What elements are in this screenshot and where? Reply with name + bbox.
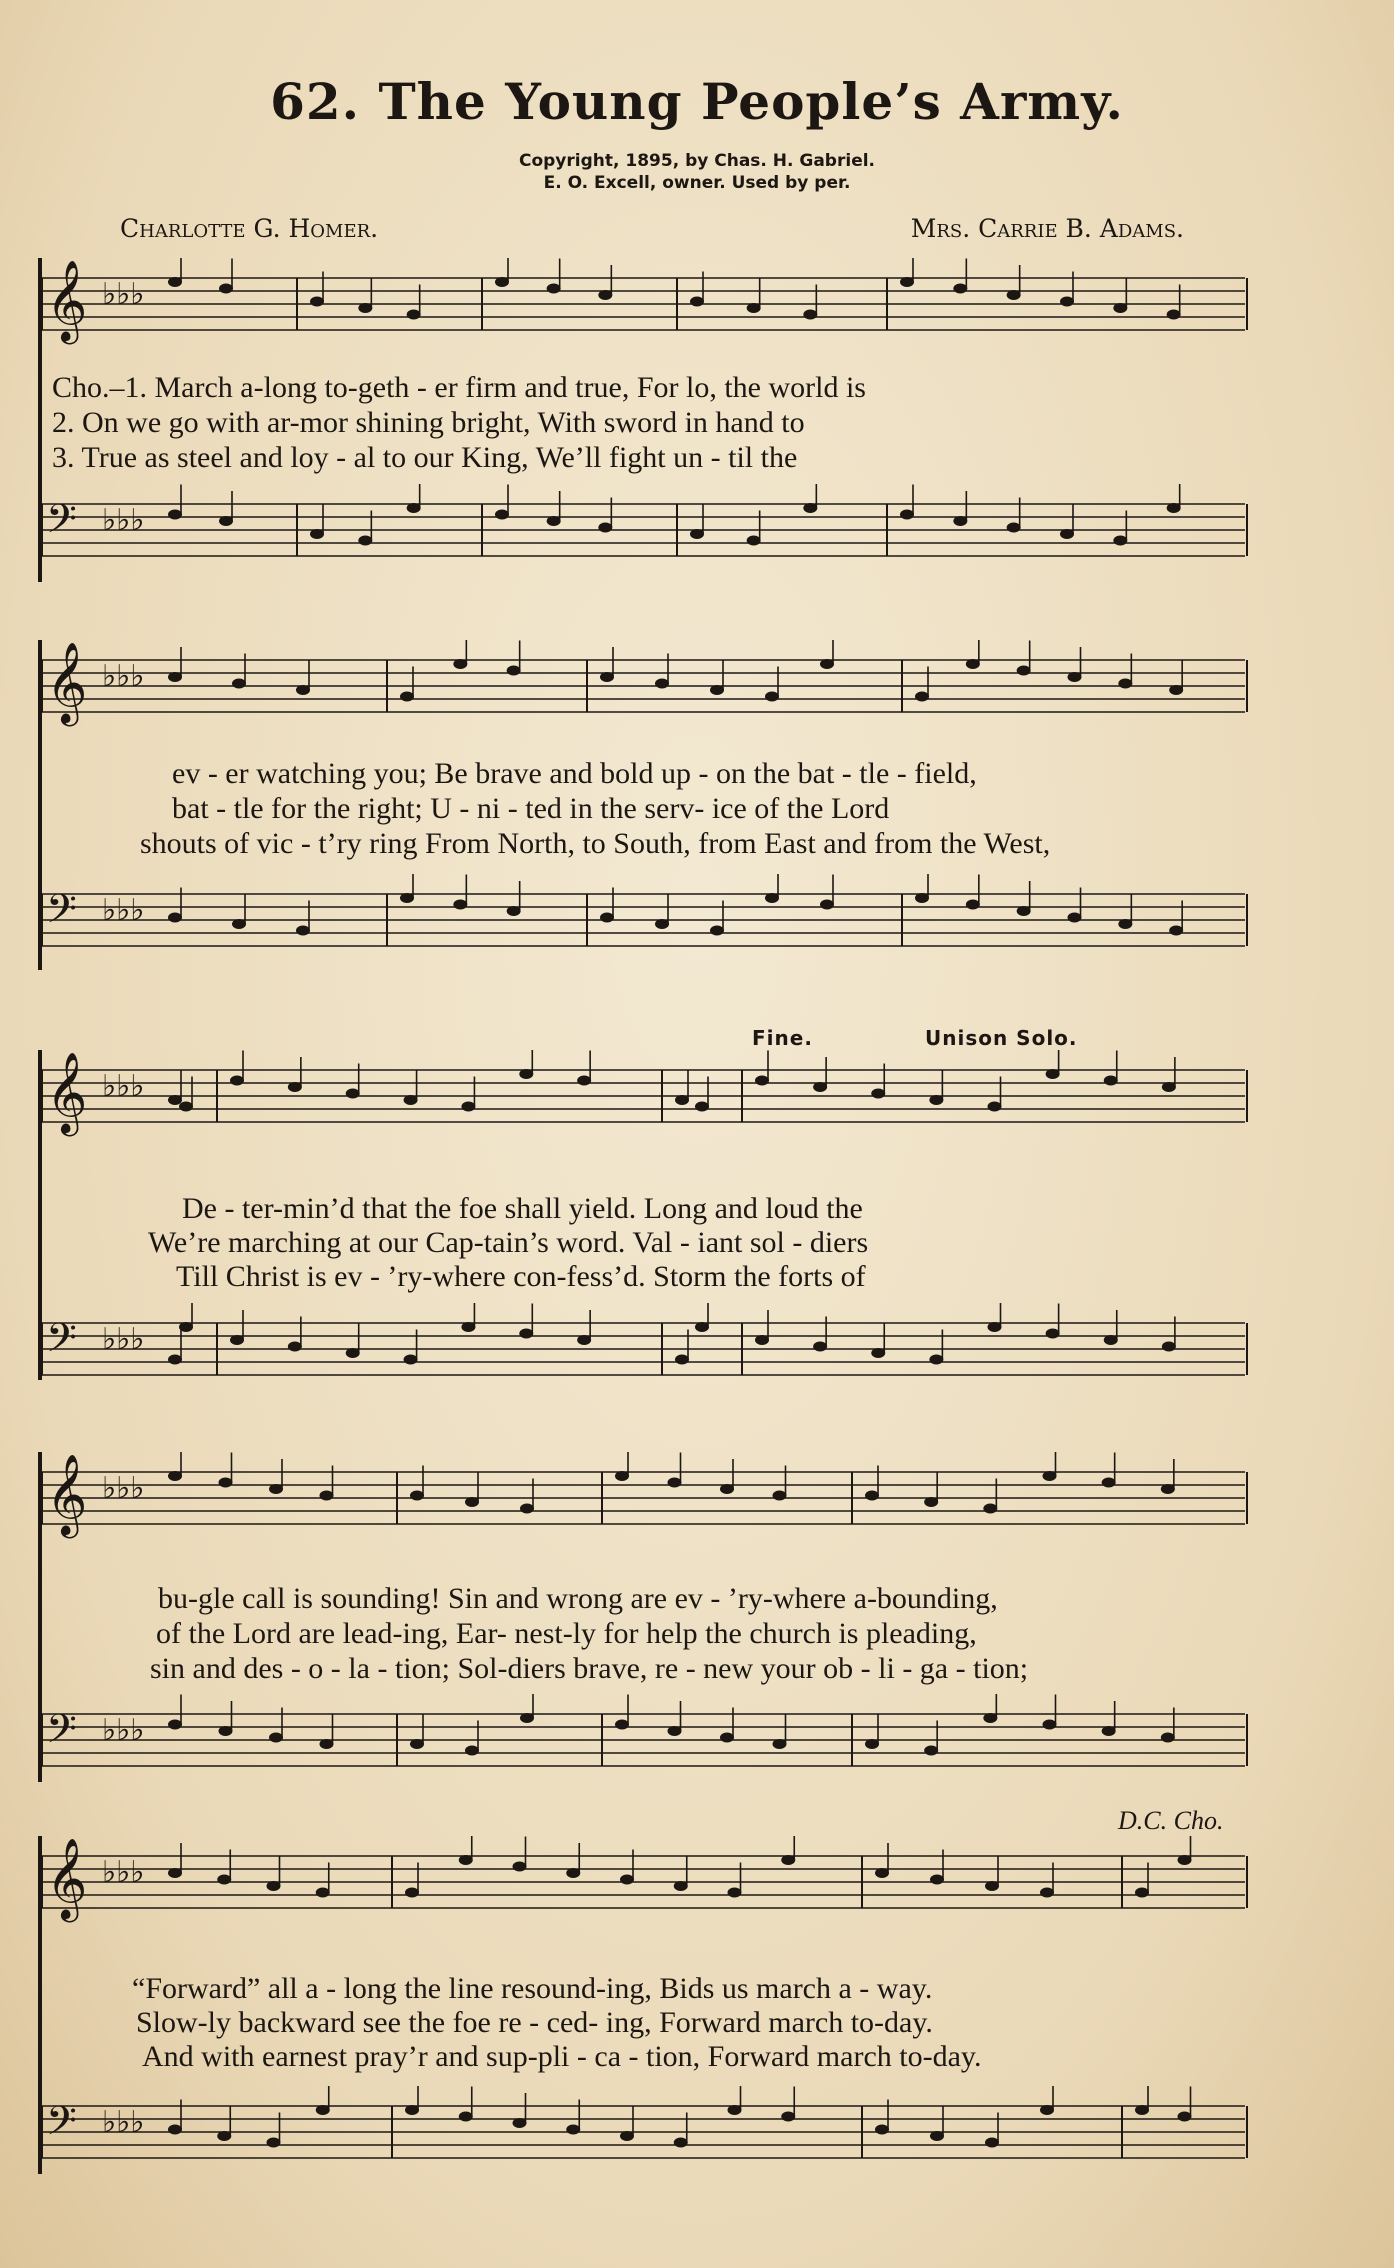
note-head xyxy=(465,1746,479,1756)
note-head xyxy=(728,2105,742,2115)
bass-clef-icon: 𝄢 xyxy=(46,496,77,552)
note-head xyxy=(773,1491,787,1501)
lyric-verse-1: De - ter-min’d that the foe shall yield. Long and loud the xyxy=(182,1192,863,1225)
key-signature-icon: ♭♭♭ xyxy=(102,1069,145,1104)
key-signature-icon: ♭♭♭ xyxy=(102,1471,145,1506)
note-head xyxy=(230,1076,244,1086)
note-head xyxy=(620,2131,634,2141)
note-head xyxy=(803,310,817,320)
composer-credit: Mrs. Carrie B. Adams. xyxy=(910,214,1184,243)
note-head xyxy=(404,1355,418,1365)
note-head xyxy=(465,1497,479,1507)
note-head xyxy=(168,510,182,520)
note-head xyxy=(600,672,614,682)
note-head xyxy=(404,1095,418,1105)
lyric-verse-2: We’re marching at our Cap-tain’s word. Val - iant sol - diers xyxy=(148,1226,869,1259)
note-head xyxy=(1040,1888,1054,1898)
note-head xyxy=(410,1491,424,1501)
note-head xyxy=(168,1355,182,1365)
note-head xyxy=(168,1471,182,1481)
note-head xyxy=(461,1322,475,1332)
note-head xyxy=(983,1504,997,1514)
copyright-notice xyxy=(0,150,1394,194)
note-head xyxy=(929,1095,943,1105)
note-head xyxy=(675,1095,689,1105)
note-head xyxy=(358,303,372,313)
note-head xyxy=(410,1739,424,1749)
note-head xyxy=(1135,2105,1149,2115)
key-signature-icon: ♭♭♭ xyxy=(102,1855,145,1890)
bass-clef-icon: 𝄢 xyxy=(46,2098,77,2154)
note-head xyxy=(1046,1329,1060,1339)
note-head xyxy=(781,2112,795,2122)
treble-clef-icon: 𝄞 xyxy=(46,1453,88,1535)
note-head xyxy=(953,284,967,294)
note-head xyxy=(929,1355,943,1365)
note-head xyxy=(507,906,521,916)
note-head xyxy=(179,1322,193,1332)
note-head xyxy=(755,1076,769,1086)
note-head xyxy=(875,2125,889,2135)
note-head xyxy=(219,1726,233,1736)
note-head xyxy=(803,503,817,513)
note-head xyxy=(459,1855,473,1865)
note-head xyxy=(1161,1484,1175,1494)
note-head xyxy=(900,510,914,520)
note-head xyxy=(316,1888,330,1898)
note-head xyxy=(1017,906,1031,916)
note-head xyxy=(720,1733,734,1743)
note-head xyxy=(168,1095,182,1105)
note-head xyxy=(513,2118,527,2128)
note-head xyxy=(1167,310,1181,320)
note-head xyxy=(168,2125,182,2135)
note-head xyxy=(400,692,414,702)
bass-clef-icon: 𝄢 xyxy=(46,1315,77,1371)
note-head xyxy=(985,2138,999,2148)
note-head xyxy=(219,516,233,526)
note-head xyxy=(966,659,980,669)
note-head xyxy=(674,1881,688,1891)
note-head xyxy=(600,913,614,923)
bass-staff xyxy=(40,874,1260,984)
note-head xyxy=(296,685,310,695)
note-head xyxy=(813,1082,827,1092)
fine-marker: Fine. xyxy=(752,1026,813,1050)
note-head xyxy=(407,310,421,320)
key-signature-icon: ♭♭♭ xyxy=(102,1713,145,1748)
note-head xyxy=(1118,919,1132,929)
note-head xyxy=(453,900,467,910)
note-head xyxy=(1113,303,1127,313)
note-head xyxy=(1060,297,1074,307)
note-head xyxy=(232,679,246,689)
note-head xyxy=(1169,685,1183,695)
key-signature-icon: ♭♭♭ xyxy=(102,659,145,694)
note-head xyxy=(1162,1082,1176,1092)
lyric-verse-2: 2. On we go with ar-mor shining bright, With sword in hand to xyxy=(52,406,805,439)
key-signature-icon: ♭♭♭ xyxy=(102,2105,145,2140)
note-head xyxy=(865,1491,879,1501)
note-head xyxy=(747,536,761,546)
note-head xyxy=(690,529,704,539)
lyric-verse-1: ev - er watching you; Be brave and bold up - on the bat - tle - field, xyxy=(172,757,977,790)
note-head xyxy=(871,1089,885,1099)
note-head xyxy=(813,1342,827,1352)
note-head xyxy=(1040,2105,1054,2115)
lyric-verse-2: of the Lord are lead-ing, Ear- nest-ly for help the church is pleading, xyxy=(156,1617,977,1650)
note-head xyxy=(358,536,372,546)
lyric-verse-1: Cho.–1. March a-long to-geth - er firm and true, For lo, the world is xyxy=(52,371,866,404)
note-head xyxy=(781,1855,795,1865)
dc-chorus-marker: D.C. Cho. xyxy=(1118,1806,1224,1835)
copyright-line: Copyright, 1895, by Chas. H. Gabriel. xyxy=(518,151,876,171)
lyric-verse-3: Till Christ is ev - ’ry-where con-fess’d. Storm the forts of xyxy=(176,1260,866,1293)
note-head xyxy=(930,1875,944,1885)
note-head xyxy=(1068,913,1082,923)
note-head xyxy=(316,2105,330,2115)
note-head xyxy=(615,1471,629,1481)
key-signature-icon: ♭♭♭ xyxy=(102,1322,145,1357)
note-head xyxy=(1102,1726,1116,1736)
note-head xyxy=(985,1881,999,1891)
note-head xyxy=(296,926,310,936)
note-head xyxy=(865,1739,879,1749)
note-head xyxy=(1104,1335,1118,1345)
treble-staff xyxy=(40,1050,1260,1160)
note-head xyxy=(310,529,324,539)
bass-staff xyxy=(40,484,1260,594)
note-head xyxy=(1178,2112,1192,2122)
note-head xyxy=(1169,926,1183,936)
note-head xyxy=(1118,679,1132,689)
note-head xyxy=(695,1102,709,1112)
note-head xyxy=(407,503,421,513)
note-head xyxy=(1135,1888,1149,1898)
note-head xyxy=(217,1875,231,1885)
note-head xyxy=(598,290,612,300)
note-head xyxy=(668,1726,682,1736)
note-head xyxy=(953,516,967,526)
bass-staff xyxy=(40,1303,1260,1413)
note-head xyxy=(875,1868,889,1878)
lyric-verse-1: bu-gle call is sounding! Sin and wrong are ev - ’ry-where a-bounding, xyxy=(158,1582,998,1615)
lyric-verse-3: 3. True as steel and loy - al to our King, We’ll fight un - til the xyxy=(52,441,798,474)
note-head xyxy=(168,913,182,923)
note-head xyxy=(655,919,669,929)
note-head xyxy=(674,2138,688,2148)
note-head xyxy=(1043,1720,1057,1730)
note-head xyxy=(269,1484,283,1494)
note-head xyxy=(1068,672,1082,682)
note-head xyxy=(577,1076,591,1086)
note-head xyxy=(547,516,561,526)
note-head xyxy=(1007,290,1021,300)
key-signature-icon: ♭♭♭ xyxy=(102,277,145,312)
note-head xyxy=(710,685,724,695)
note-head xyxy=(168,277,182,287)
lyric-verse-2: Slow-ly backward see the foe re - ced- ing, Forward march to-day. xyxy=(136,2006,933,2039)
note-head xyxy=(1167,503,1181,513)
note-head xyxy=(219,284,233,294)
treble-clef-icon: 𝄞 xyxy=(46,641,88,723)
copyright-owner-line: E. O. Excell, owner. Used by per. xyxy=(543,173,851,193)
bass-staff xyxy=(40,2086,1260,2196)
note-head xyxy=(668,1478,682,1488)
note-head xyxy=(988,1102,1002,1112)
lyric-verse-3: sin and des - o - la - tion; Sol-diers brave, re - new your ob - li - ga - tion; xyxy=(150,1652,1029,1685)
note-head xyxy=(310,297,324,307)
note-head xyxy=(520,1713,534,1723)
note-head xyxy=(232,919,246,929)
note-head xyxy=(346,1089,360,1099)
lyric-verse-3: shouts of vic - t’ry ring From North, to South, from East and from the West, xyxy=(140,827,1051,860)
note-head xyxy=(728,1888,742,1898)
note-head xyxy=(179,1102,193,1112)
note-head xyxy=(495,277,509,287)
note-head xyxy=(820,659,834,669)
unison-solo-marker: Unison Solo. xyxy=(925,1026,1078,1050)
treble-clef-icon: 𝄞 xyxy=(46,259,88,341)
note-head xyxy=(495,510,509,520)
lyric-verse-1: “Forward” all a - long the line resound-ing, Bids us march a - way. xyxy=(132,1972,933,2005)
note-head xyxy=(720,1484,734,1494)
bass-clef-icon: 𝄢 xyxy=(46,886,77,942)
note-head xyxy=(320,1491,334,1501)
lyric-verse-3: And with earnest pray’r and sup-pli - ca - tion, Forward march to-day. xyxy=(142,2040,982,2073)
treble-staff xyxy=(40,1452,1260,1562)
note-head xyxy=(1113,536,1127,546)
note-head xyxy=(755,1335,769,1345)
note-head xyxy=(747,303,761,313)
key-signature-icon: ♭♭♭ xyxy=(102,503,145,538)
key-signature-icon: ♭♭♭ xyxy=(102,893,145,928)
note-head xyxy=(168,672,182,682)
note-head xyxy=(1162,1342,1176,1352)
note-head xyxy=(405,2105,419,2115)
note-head xyxy=(924,1746,938,1756)
note-head xyxy=(598,523,612,533)
note-head xyxy=(620,1875,634,1885)
note-head xyxy=(269,1733,283,1743)
note-head xyxy=(820,900,834,910)
treble-clef-icon: 𝄞 xyxy=(46,1051,88,1133)
note-head xyxy=(547,284,561,294)
note-head xyxy=(615,1720,629,1730)
note-head xyxy=(765,692,779,702)
note-head xyxy=(655,679,669,689)
note-head xyxy=(1104,1076,1118,1086)
note-head xyxy=(400,893,414,903)
note-head xyxy=(519,1069,533,1079)
note-head xyxy=(405,1888,419,1898)
note-head xyxy=(168,1868,182,1878)
note-head xyxy=(267,2138,281,2148)
treble-staff xyxy=(40,640,1260,750)
note-head xyxy=(459,2112,473,2122)
note-head xyxy=(966,900,980,910)
note-head xyxy=(320,1739,334,1749)
note-head xyxy=(930,2131,944,2141)
note-head xyxy=(710,926,724,936)
note-head xyxy=(461,1102,475,1112)
note-head xyxy=(773,1739,787,1749)
note-head xyxy=(1007,523,1021,533)
note-head xyxy=(1161,1733,1175,1743)
note-head xyxy=(288,1082,302,1092)
note-head xyxy=(519,1329,533,1339)
note-head xyxy=(453,659,467,669)
note-head xyxy=(983,1713,997,1723)
note-head xyxy=(900,277,914,287)
note-head xyxy=(566,1868,580,1878)
note-head xyxy=(168,1720,182,1730)
note-head xyxy=(988,1322,1002,1332)
hymn-title: 62. The Young People’s Army. xyxy=(270,72,1124,131)
note-head xyxy=(1102,1478,1116,1488)
note-head xyxy=(288,1342,302,1352)
note-head xyxy=(520,1504,534,1514)
lyric-verse-2: bat - tle for the right; U - ni - ted in the serv- ice of the Lord xyxy=(172,792,890,825)
bass-staff xyxy=(40,1694,1260,1804)
note-head xyxy=(1017,666,1031,676)
note-head xyxy=(1046,1069,1060,1079)
treble-staff xyxy=(40,1836,1260,1946)
note-head xyxy=(765,893,779,903)
note-head xyxy=(507,666,521,676)
note-head xyxy=(346,1348,360,1358)
note-head xyxy=(219,1478,233,1488)
note-head xyxy=(915,692,929,702)
lyricist-credit: Charlotte G. Homer. xyxy=(120,214,379,243)
note-head xyxy=(675,1355,689,1365)
bass-clef-icon: 𝄢 xyxy=(46,1706,77,1762)
note-head xyxy=(566,2125,580,2135)
note-head xyxy=(513,1862,527,1872)
note-head xyxy=(695,1322,709,1332)
note-head xyxy=(1043,1471,1057,1481)
note-head xyxy=(915,893,929,903)
note-head xyxy=(267,1881,281,1891)
note-head xyxy=(1060,529,1074,539)
note-head xyxy=(230,1335,244,1345)
note-head xyxy=(924,1497,938,1507)
note-head xyxy=(217,2131,231,2141)
treble-staff xyxy=(40,258,1260,368)
treble-clef-icon: 𝄞 xyxy=(46,1837,88,1919)
note-head xyxy=(871,1348,885,1358)
note-head xyxy=(690,297,704,307)
note-head xyxy=(577,1335,591,1345)
note-head xyxy=(1178,1855,1192,1865)
